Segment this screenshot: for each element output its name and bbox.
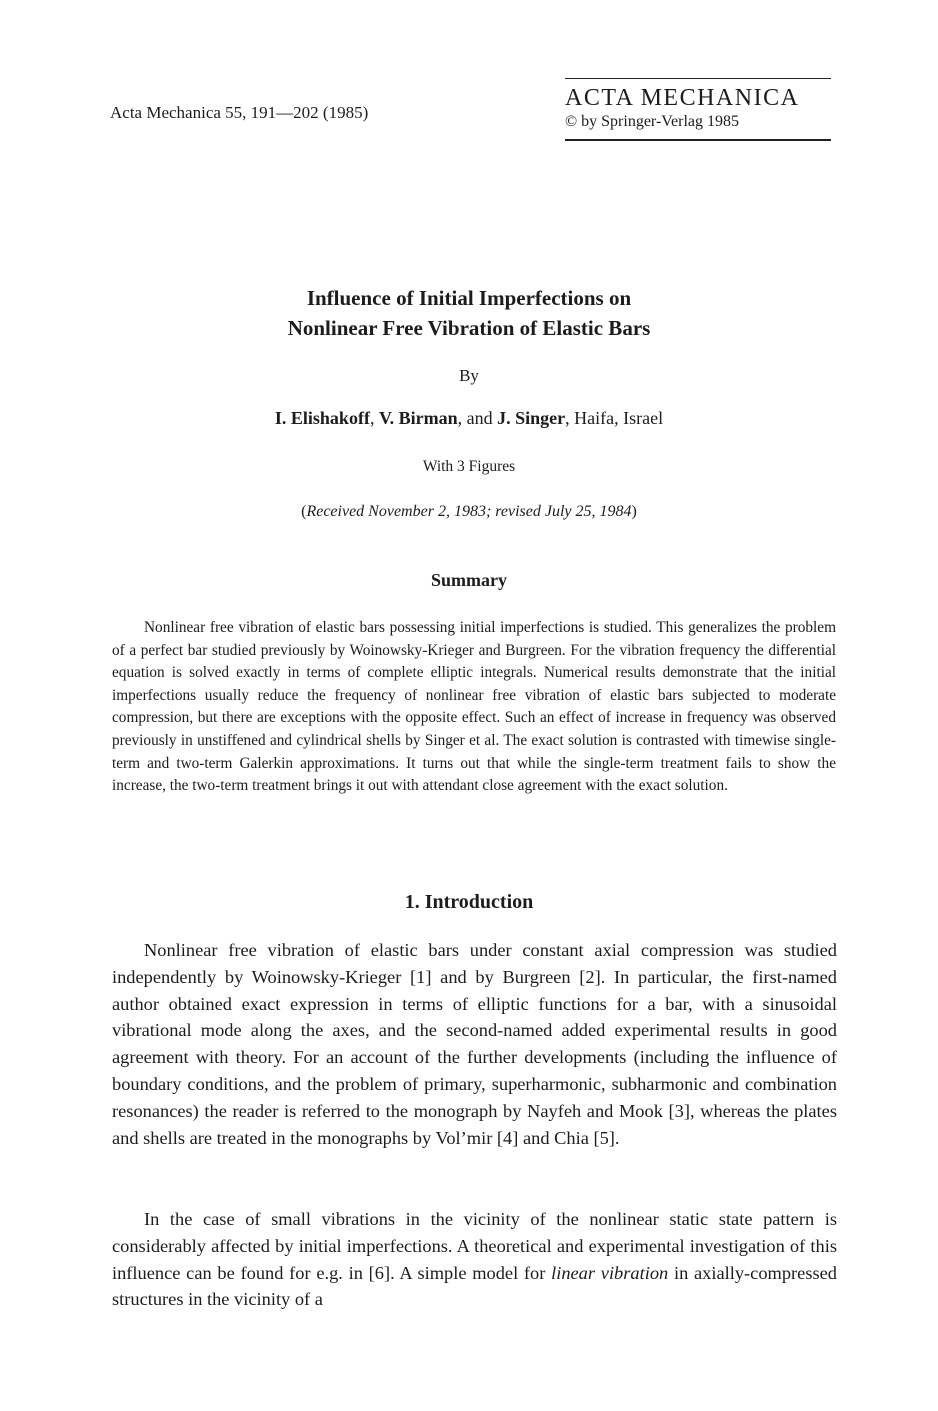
- author-separator: , and: [457, 408, 498, 428]
- author-name: I. Elishakoff: [274, 408, 370, 428]
- journal-copyright: © by Springer-Verlag 1985: [565, 113, 740, 130]
- summary-paragraph: Nonlinear free vibration of elastic bars possessing initial imperfections is studied. This generalizes the problem of a perfect bar studied previously by Woinowsky-Krieger and Burgreen. For the vibration frequency the differential equation is solved exactly in terms of complete elliptic integrals. Numerical results demonstrate that the initial imperfections usually reduce the frequency of nonlinear free vibration of elastic bars subjected to moderate compression, but there are exceptions with the opposite effect. Such an effect of increase in frequency was observed previously in unstiffened and cylindrical shells by Singer et al. The exact solution is contrasted with timewise single-term and two-term Galerkin approximations. It turns out that while the single-term treatment fails to show the increase, the two-term treatment brings it out with attendant close agreement with the exact solution.: [112, 619, 836, 795]
- figures-note: With 3 Figures: [422, 458, 516, 475]
- summary-heading: Summary: [431, 570, 507, 590]
- paragraph-text: in axially-compressed structures in the vicinity of a: [112, 1262, 837, 1310]
- author-separator: ,: [369, 408, 379, 428]
- introduction-paragraph-2: [112, 1206, 837, 1313]
- author-list: [0, 408, 938, 429]
- journal-masthead: [565, 78, 831, 141]
- by-line: By: [459, 366, 479, 385]
- introduction-paragraph-1: Nonlinear free vibration of elastic bars under constant axial compression was studied independently by Woinowsky-Krieger [1] and by Burgreen [2]. In particular, the first-named author obtained exact expression in terms of elliptic functions for a bar, with a sinusoidal vibrational mode along the axes, and the second-named added experimental results in good agreement with theory. For an account of the further developments (including the influence of boundary conditions, and the problem of primary, superharmonic, subharmonic and combination resonances) the reader is referred to the monograph by Nayfeh and Mook [3], whereas the plates and shells are treated in the monographs by Vol’mir [4] and Chia [5].: [112, 940, 837, 1148]
- title-line-2: Nonlinear Free Vibration of Elastic Bars: [287, 316, 651, 340]
- author-name: V. Birman: [378, 408, 458, 428]
- author-affiliation: Haifa, Israel: [574, 408, 664, 428]
- paragraph-text: In the case of small vibrations in the vicinity of the nonlinear static state pattern is considerably affected by initial imperfections. A theoretical and experimental investigation of this influence can be found for e.g. in [6]. A simple model for: [112, 1209, 837, 1283]
- author-separator: ,: [565, 408, 575, 428]
- title-line-1: Influence of Initial Imperfections on: [306, 286, 632, 310]
- emphasis-text: linear vibration: [551, 1262, 669, 1283]
- article-title: [0, 283, 938, 343]
- introduction-heading: 1. Introduction: [404, 891, 534, 913]
- received-dates: (Received November 2, 1983; revised July 25, 1984): [301, 503, 637, 520]
- journal-citation: Acta Mechanica 55, 191—202 (1985): [110, 103, 369, 122]
- received-text: Received November 2, 1983; revised July 25, 1984: [306, 503, 632, 520]
- journal-name: ACTA MECHANICA: [565, 85, 800, 111]
- author-name: J. Singer: [497, 408, 566, 428]
